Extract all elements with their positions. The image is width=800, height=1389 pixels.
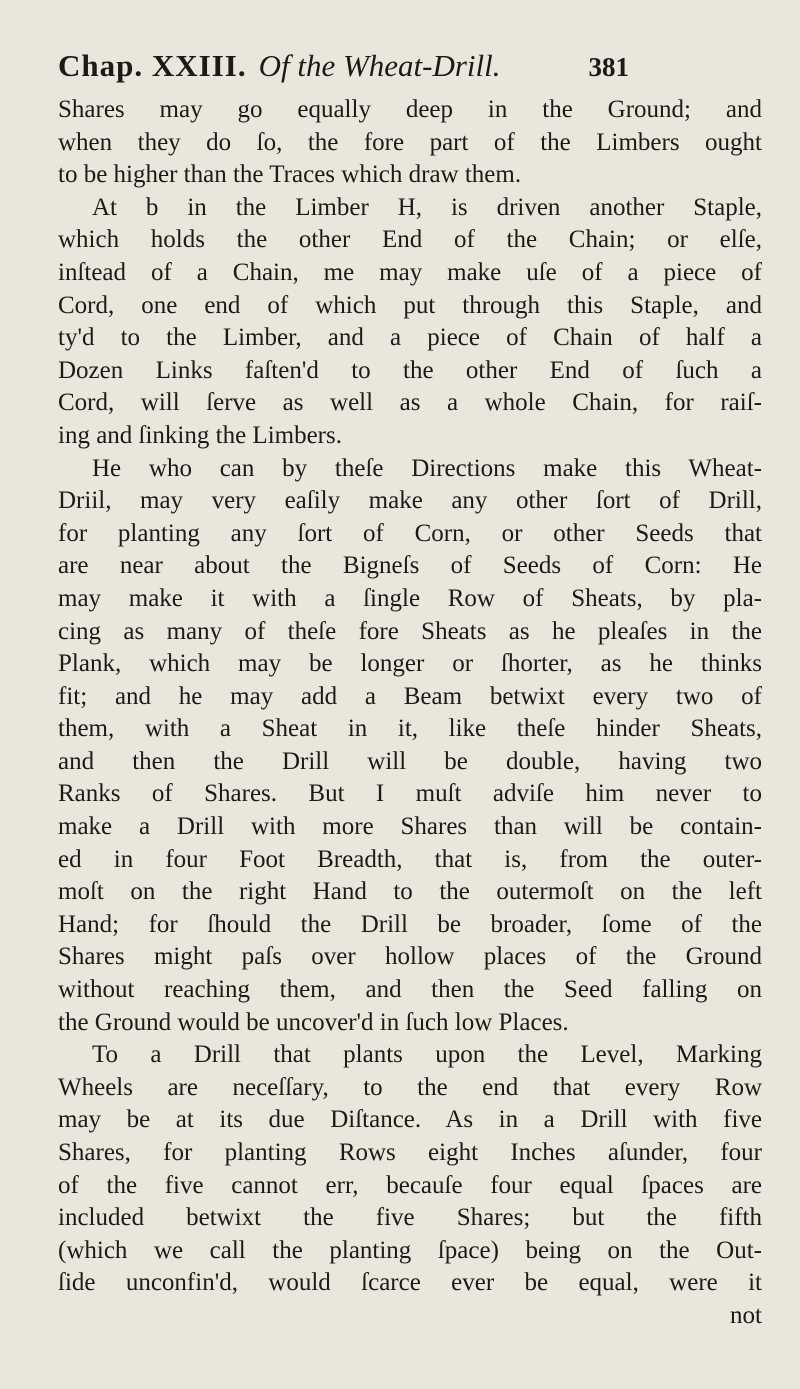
text-line: Cord, one end of which put through this Staple, and bbox=[58, 291, 762, 319]
text-line: which holds the other End of the Chain; or elſe, bbox=[58, 226, 762, 254]
text-line: ty'd to the Limber, and a piece of Chain of half a bbox=[58, 324, 762, 352]
text-line: Shares might paſs over hollow places of the Ground bbox=[58, 943, 762, 971]
text-line: moſt on the right Hand to the outermoſt on the left bbox=[58, 878, 762, 906]
chapter-heading: Chap. XXIII. bbox=[58, 48, 247, 83]
page-number: 381 bbox=[588, 52, 630, 82]
text-line: Shares may go equally deep in the Ground; and bbox=[58, 96, 762, 123]
text-line: Dozen Links faſten'd to the other End of ſuch a bbox=[58, 356, 762, 384]
text-line: He who can by theſe Directions make this Wheat- bbox=[92, 454, 762, 482]
text-line: Cord, will ſerve as well as a whole Chain, for raiſ- bbox=[58, 389, 762, 417]
text-line: Driil, may very eaſily make any other ſort of Drill, bbox=[58, 487, 762, 515]
text-line: make a Drill with more Shares than will be contain- bbox=[58, 813, 762, 841]
running-header bbox=[58, 46, 780, 94]
text-line: them, with a Sheat in it, like theſe hinder Sheats, bbox=[58, 715, 762, 743]
body-text bbox=[58, 94, 780, 1333]
text-line: Shares, for planting Rows eight Inches aſunder, four bbox=[58, 1139, 762, 1166]
text-line: may make it with a ſingle Row of Sheats, by pla- bbox=[58, 584, 762, 612]
text-line: To a Drill that plants upon the Level, Marking bbox=[92, 1041, 762, 1069]
text-line: included betwixt the five Shares; but the fifth bbox=[58, 1204, 762, 1232]
text-line: and then the Drill will be double, having two bbox=[58, 747, 762, 775]
text-line: may be at its due Diſtance. As in a Drill with five bbox=[58, 1106, 762, 1134]
text-line: fit; and he may add a Beam betwixt every two of bbox=[58, 682, 762, 710]
text-line: to be higher than the Traces which draw them. bbox=[58, 161, 522, 189]
text-line: Ranks of Shares. But I muſt adviſe him never to bbox=[58, 780, 762, 808]
text-line: ing and ſinking the Limbers. bbox=[58, 421, 342, 449]
text-line: when they do ſo, the fore part of the Limbers ought bbox=[58, 128, 762, 156]
text-line: for planting any ſort of Corn, or other Seeds that bbox=[58, 519, 762, 547]
text-line: At b in the Limber H, is driven another Staple, bbox=[92, 193, 762, 221]
text-line: without reaching them, and then the Seed falling on bbox=[58, 976, 762, 1004]
text-line: of the five cannot err, becauſe four equal ſpaces are bbox=[58, 1171, 762, 1199]
text-line: Plank, which may be longer or ſhorter, as he thinks bbox=[58, 650, 762, 678]
chapter-subject: Of the Wheat-Drill. bbox=[258, 48, 501, 83]
text-line: ed in four Foot Breadth, that is, from the outer- bbox=[58, 845, 762, 873]
catchword: not bbox=[730, 1301, 762, 1329]
text-line: inſtead of a Chain, me may make uſe of a piece of bbox=[58, 258, 762, 286]
text-line: Hand; for ſhould the Drill be broader, ſome of the bbox=[58, 910, 762, 938]
text-line: (which we call the planting ſpace) being on the Out- bbox=[58, 1236, 762, 1264]
text-line: the Ground would be uncover'd in ſuch low Places. bbox=[58, 1008, 569, 1036]
text-line: Wheels are neceſſary, to the end that every Row bbox=[58, 1073, 762, 1101]
text-line: cing as many of theſe fore Sheats as he pleaſes in the bbox=[58, 617, 762, 645]
text-line: are near about the Bigneſs of Seeds of Corn: He bbox=[58, 552, 762, 580]
text-line: ſide unconfin'd, would ſcarce ever be equal, were it bbox=[58, 1269, 762, 1297]
